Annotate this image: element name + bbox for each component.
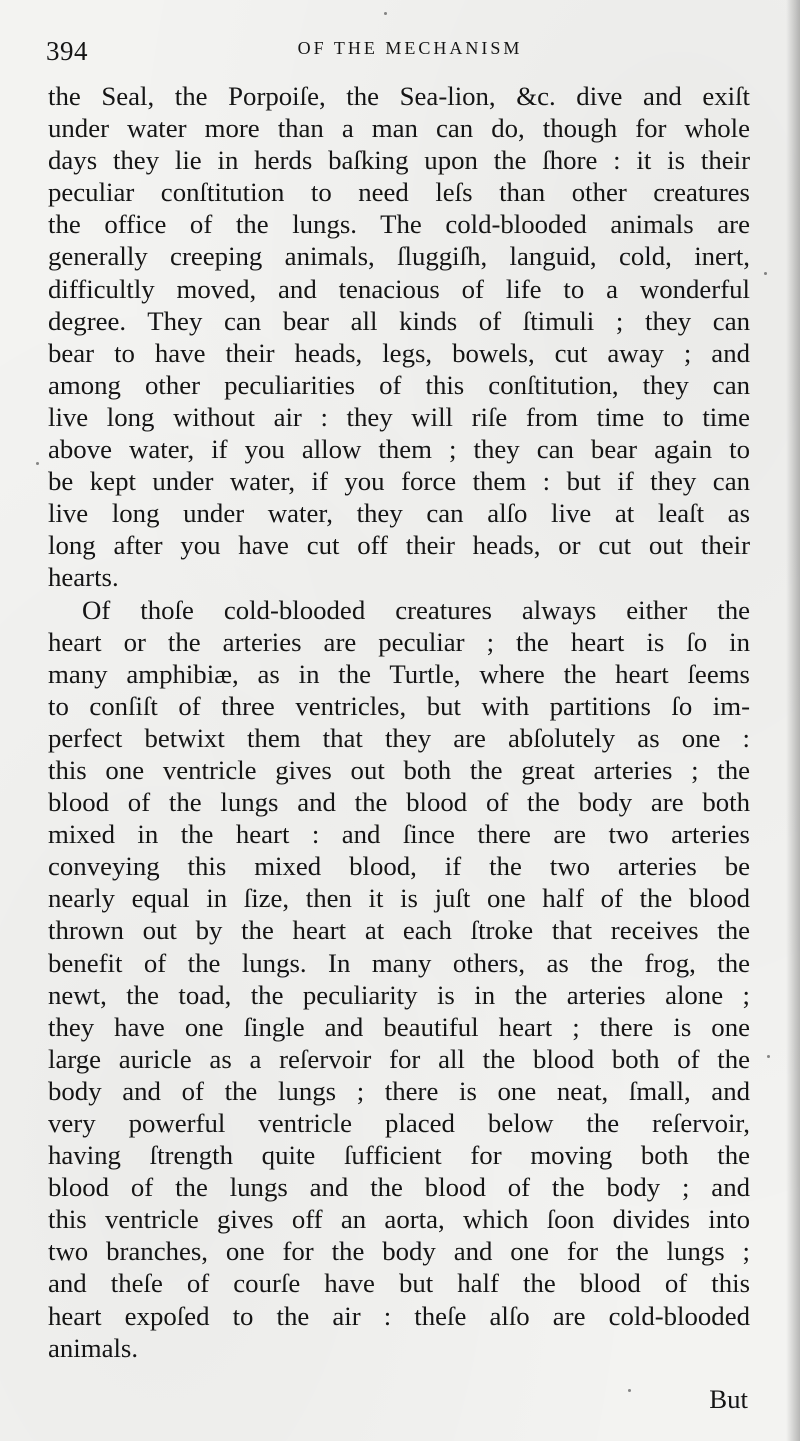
text-line: heart or the arteries are peculiar ; the heart is ſo in — [48, 626, 750, 657]
ink-speck — [764, 272, 767, 275]
text-line: body and of the lungs ; there is one neat, ſmall, and — [48, 1075, 750, 1106]
paragraph-1 — [48, 80, 750, 594]
text-line: two branches, one for the body and one for the lungs ; — [48, 1236, 750, 1267]
text-line: Of thoſe cold-blooded creatures always either the — [82, 594, 750, 625]
text-line: heart expoſed to the air : theſe alſo are cold-blooded — [48, 1300, 750, 1331]
text-line: many amphibiæ, as in the Turtle, where the heart ſeems — [48, 658, 750, 689]
text-line: large auricle as a reſervoir for all the blood both of the — [48, 1043, 750, 1074]
text-line: blood of the lungs and the blood of the body ; and — [48, 1172, 750, 1203]
text-line: degree. They can bear all kinds of ſtimuli ; they can — [48, 305, 750, 336]
ink-speck — [36, 462, 39, 465]
text-line: having ſtrength quite ſufficient for moving both the — [48, 1140, 750, 1171]
text-line: live long under water, they can alſo live at leaſt as — [48, 498, 750, 529]
text-line: mixed in the heart : and ſince there are two arteries — [48, 819, 750, 850]
text-line: bear to have their heads, legs, bowels, cut away ; and — [48, 337, 750, 368]
text-line: very powerful ventricle placed below the reſervoir, — [48, 1108, 750, 1138]
text-line: they have one ſingle and beautiful heart ; there is one — [48, 1011, 750, 1042]
text-line: animals. — [48, 1332, 139, 1363]
text-line: peculiar conſtitution to need leſs than other creatures — [48, 177, 750, 208]
text-line: be kept under water, if you force them : but if they can — [48, 466, 750, 497]
running-head: OF THE MECHANISM — [297, 38, 523, 58]
page-number: 394 — [46, 36, 88, 66]
body-text — [48, 80, 750, 1364]
text-line: benefit of the lungs. In many others, as the frog, the — [48, 947, 750, 978]
ink-speck — [384, 12, 387, 15]
text-line: this one ventricle gives out both the great arteries ; the — [48, 754, 750, 785]
text-line: newt, the toad, the peculiarity is in the arteries alone ; — [48, 979, 750, 1010]
text-line: to conſiſt of three ventricles, but with partitions ſo im- — [48, 690, 750, 721]
text-line: under water more than a man can do, though for whole — [48, 113, 750, 144]
text-line: perfect betwixt them that they are abſolutely as one : — [48, 722, 750, 753]
text-line: live long without air : they will riſe from time to time — [48, 401, 750, 432]
text-line: nearly equal in ſize, then it is juſt one half of the blood — [48, 883, 750, 914]
text-line: among other peculiarities of this conſtitution, they can — [48, 369, 750, 400]
text-line: days they lie in herds baſking upon the ſhore : it is their — [48, 145, 750, 176]
text-line: the Seal, the Porpoiſe, the Sea-lion, &c. dive and exiſt — [48, 81, 750, 111]
ink-speck — [767, 1055, 770, 1058]
page-edge-shadow — [786, 0, 800, 1441]
ink-speck — [628, 1389, 631, 1392]
text-line: the office of the lungs. The cold-blooded animals are — [48, 209, 750, 240]
text-line: thrown out by the heart at each ſtroke that receives the — [48, 915, 750, 946]
paragraph-2 — [48, 594, 750, 1364]
text-line: conveying this mixed blood, if the two arteries be — [48, 851, 750, 882]
text-line: and theſe of courſe have but half the blood of this — [48, 1268, 750, 1299]
text-line: long after you have cut off their heads, or cut out their — [48, 530, 750, 561]
text-line: this ventricle gives off an aorta, which ſoon divides into — [48, 1204, 750, 1235]
catchword: But — [709, 1384, 748, 1414]
text-line: hearts. — [48, 562, 119, 593]
text-line: above water, if you allow them ; they can bear again to — [48, 434, 750, 465]
text-line: blood of the lungs and the blood of the body are both — [48, 787, 750, 818]
text-line: generally creeping animals, ſluggiſh, languid, cold, inert, — [48, 241, 750, 272]
text-line: difficultly moved, and tenacious of life to a wonderful — [48, 273, 750, 304]
